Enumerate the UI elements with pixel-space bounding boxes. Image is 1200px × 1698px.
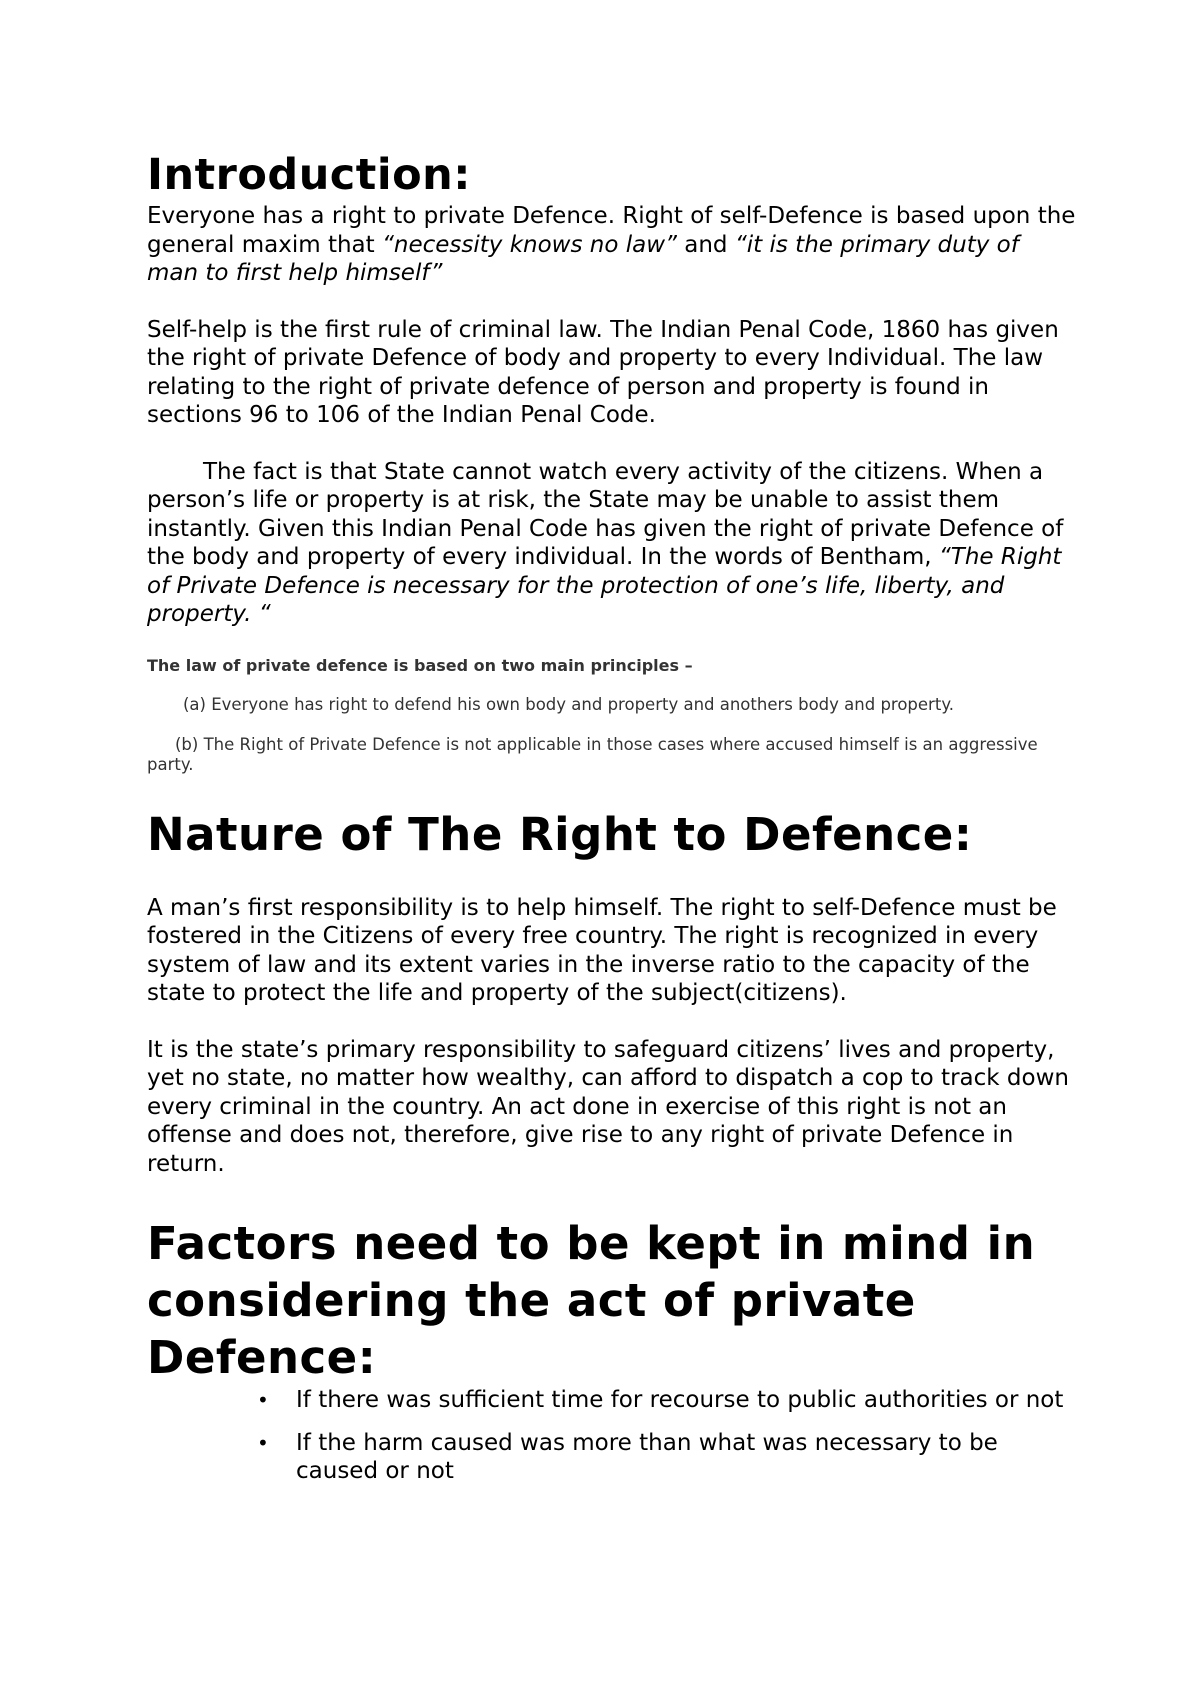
nature-paragraph-2: It is the state’s primary responsibility to safeguard citizens’ lives and property, yet no state, no matter how wealthy, can afford to dispatch a cop to track down every criminal in the country. An act done in exercise of this right is not an offense and does not, therefore, give rise to any right of private Defence in return. <box>147 1036 1069 1177</box>
nature-heading: Nature of The Right to Defence: <box>147 807 973 861</box>
bentham-quote: “The Right of Private Defence is necessary for the protection of one’s life, liberty, and property. “ <box>147 544 1062 627</box>
list-item-text: If there was sufficient time for recourse to public authorities or not <box>296 1387 1064 1413</box>
introduction-paragraph-3 <box>147 458 1077 629</box>
introduction-paragraph-2: Self-help is the first rule of criminal law. The Indian Penal Code, 1860 has given the right of private Defence of body and property to every Individual. The law relating to the right of private defence of person and property is found in sections 96 to 106 of the Indian Penal Code. <box>147 316 1059 428</box>
list-item <box>147 1386 1077 1415</box>
bullet-icon: • <box>257 1388 269 1412</box>
introduction-heading: Introduction: <box>147 150 471 200</box>
principle-b: (b) The Right of Private Defence is not applicable in those cases where accused himself is an aggressive party. <box>147 734 1038 774</box>
factors-list <box>147 1386 1077 1486</box>
introduction-paragraph-1 <box>147 202 1077 288</box>
intro-p1-text-2: and <box>676 231 735 258</box>
factors-heading: Factors need to be kept in mind in considering the act of private Defence: <box>147 1217 1036 1384</box>
principle-a: (a) Everyone has right to defend his own body and property and anothers body and property. <box>183 694 954 714</box>
principles-heading: The law of private defence is based on two main principles – <box>147 655 693 675</box>
bullet-icon: • <box>257 1430 269 1455</box>
intro-p1-text-1: Everyone has a right to private Defence. Right of self-Defence is based upon the general maxim that <box>147 203 1076 258</box>
document-page <box>147 148 1077 1486</box>
list-item <box>147 1429 1077 1486</box>
maxim-quote-1: “necessity knows no law” <box>381 231 677 258</box>
nature-paragraph-1: A man’s first responsibility is to help himself. The right to self-Defence must be fostered in the Citizens of every free country. The right is recognized in every system of law and its extent varies in the inverse ratio to the capacity of the state to protect the life and property of the subject(citizens). <box>147 894 1057 1006</box>
maxim-quote-2: “it is the primary duty of man to first help himself” <box>147 231 1019 286</box>
list-item-text: If the harm caused was more than what was necessary to be caused or not <box>296 1429 998 1484</box>
intro-p3-text: The fact is that State cannot watch every activity of the citizens. When a person’s life or property is at risk, the State may be unable to assist them instantly. Given this Indian Penal Code has given the right of private Defence of the body and property of every individual. In the words of Bentham, <box>147 458 1064 570</box>
